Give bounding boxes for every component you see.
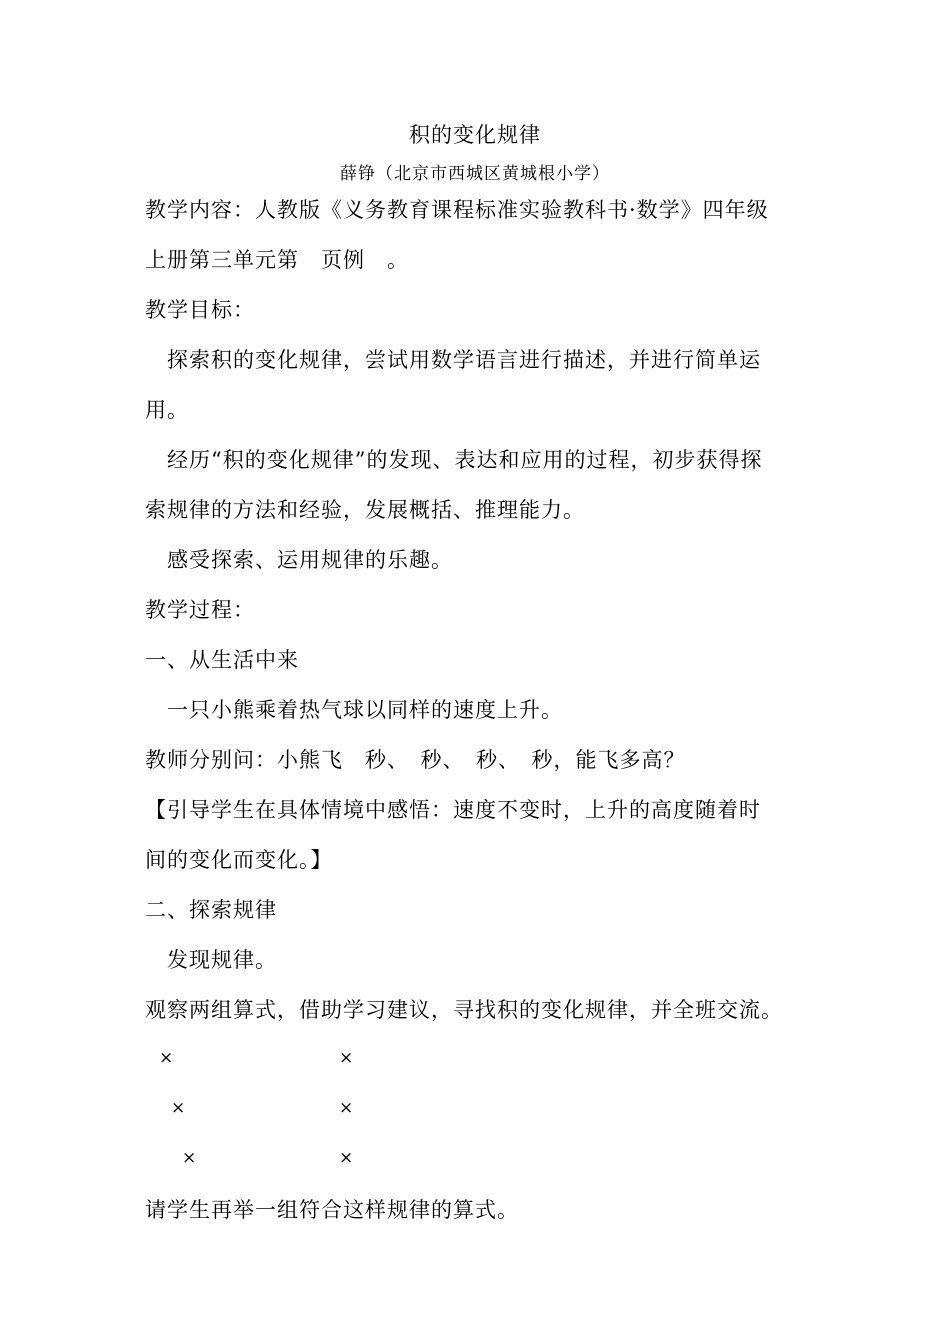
times-sign: × — [159, 1048, 174, 1068]
author-line: 薛铮（北京市西城区黄城根小学） — [340, 164, 610, 184]
guidance-note-line-1: 【引导学生在具体情境中感悟：速度不变时，上升的高度随着时 — [145, 798, 761, 822]
goal-1-line-2: 用。 — [145, 398, 189, 422]
heading-teaching-process: 教学过程： — [145, 598, 255, 622]
content-line-unit: 上册第三单元第 页例 。 — [145, 248, 409, 272]
content-line-teaching-content: 教学内容：人教版《义务教育课程标准实验教科书·数学》四年级 — [145, 198, 769, 222]
teacher-question-line: 教师分别问：小熊飞 秒、 秒、 秒、 秒，能飞多高？ — [145, 748, 686, 772]
goal-3: 感受探索、运用规律的乐趣。 — [167, 548, 453, 572]
observe-instruction-line: 观察两组算式，借助学习建议，寻找积的变化规律，并全班交流。 — [145, 998, 783, 1022]
goal-1-line-1: 探索积的变化规律，尝试用数学语言进行描述，并进行简单运 — [167, 348, 761, 372]
goal-2-line-1: 经历“积的变化规律”的发现、表达和应用的过程，初步获得探 — [167, 448, 763, 472]
times-sign: × — [339, 1148, 354, 1168]
times-sign: × — [339, 1048, 354, 1068]
guidance-note-line-2: 间的变化而变化。】 — [145, 848, 333, 872]
scenario-line: 一只小熊乘着热气球以同样的速度上升。 — [167, 698, 563, 722]
example-request-line: 请学生再举一组符合这样规律的算式。 — [145, 1198, 519, 1222]
section-2-heading: 二、探索规律 — [145, 898, 277, 922]
times-sign: × — [171, 1098, 186, 1118]
heading-teaching-goals: 教学目标： — [145, 298, 255, 322]
goal-2-line-2: 索规律的方法和经验，发展概括、推理能力。 — [145, 498, 585, 522]
document-title: 积的变化规律 — [409, 123, 541, 147]
section-1-heading: 一、从生活中来 — [145, 648, 299, 672]
times-sign: × — [182, 1148, 197, 1168]
times-sign: × — [339, 1098, 354, 1118]
discover-rule-line: 发现规律。 — [167, 948, 277, 972]
